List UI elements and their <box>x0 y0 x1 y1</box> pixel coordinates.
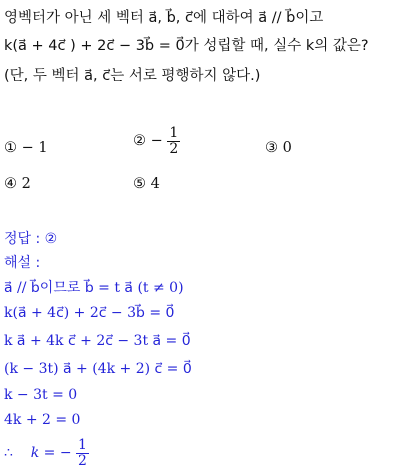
choice-5-text: 4 <box>150 176 160 192</box>
choice-1-marker: ① <box>4 140 17 156</box>
solution-line-3: k a⃗ + 4k c⃗ + 2c⃗ − 3t a⃗ = 0⃗ <box>4 333 191 349</box>
solution-line-2: k(a⃗ + 4c⃗) + 2c⃗ − 3b⃗ = 0⃗ <box>4 305 175 321</box>
choice-4[interactable] <box>4 176 31 192</box>
final-fraction <box>76 438 89 468</box>
solution-line-4: (k − 3t) a⃗ + (4k + 2) c⃗ = 0⃗ <box>4 361 192 377</box>
choice-2-marker: ② <box>133 133 146 150</box>
choice-2-denominator: 2 <box>169 140 179 157</box>
choice-2-fraction <box>167 126 180 156</box>
answer-value: ② <box>44 231 58 247</box>
choice-2[interactable] <box>133 126 180 156</box>
choice-3-text: 0 <box>282 140 292 156</box>
choice-4-text: 2 <box>21 176 31 192</box>
question-line-3: (단, 두 벡터 a⃗, c⃗는 서로 평행하지 않다.) <box>4 68 261 84</box>
answer-label: 정답 : <box>4 231 41 247</box>
therefore-symbol: ∴ <box>4 445 13 462</box>
choice-2-numerator: 1 <box>169 125 179 141</box>
solution-line-1: a⃗ // b⃗이므로 b⃗ = t a⃗ (t ≠ 0) <box>4 280 184 296</box>
choice-5[interactable] <box>133 176 160 192</box>
choice-3-marker: ③ <box>265 140 278 156</box>
question-line-1: 영벡터가 아닌 세 벡터 a⃗, b⃗, c⃗에 대하여 a⃗ // b⃗이고 <box>4 10 324 26</box>
solution-line-6: 4k + 2 = 0 <box>4 412 81 428</box>
choice-4-marker: ④ <box>4 176 17 192</box>
choice-1[interactable] <box>4 140 48 156</box>
question-line-2: k(a⃗ + 4c⃗ ) + 2c⃗ − 3b⃗ = 0⃗가 성립할 때, 실수 k의 값은? <box>4 38 369 54</box>
final-lhs: k = − <box>30 445 72 462</box>
choice-3[interactable] <box>265 140 292 156</box>
solution-final <box>4 438 89 468</box>
choice-5-marker: ⑤ <box>133 176 146 192</box>
final-numerator: 1 <box>78 437 87 453</box>
answer <box>4 228 57 248</box>
final-denominator: 2 <box>78 452 87 469</box>
solution-label: 해설 : <box>4 255 41 271</box>
choice-2-text: − <box>150 133 163 150</box>
solution-line-5: k − 3t = 0 <box>4 387 78 403</box>
choice-1-text: − 1 <box>21 140 48 156</box>
